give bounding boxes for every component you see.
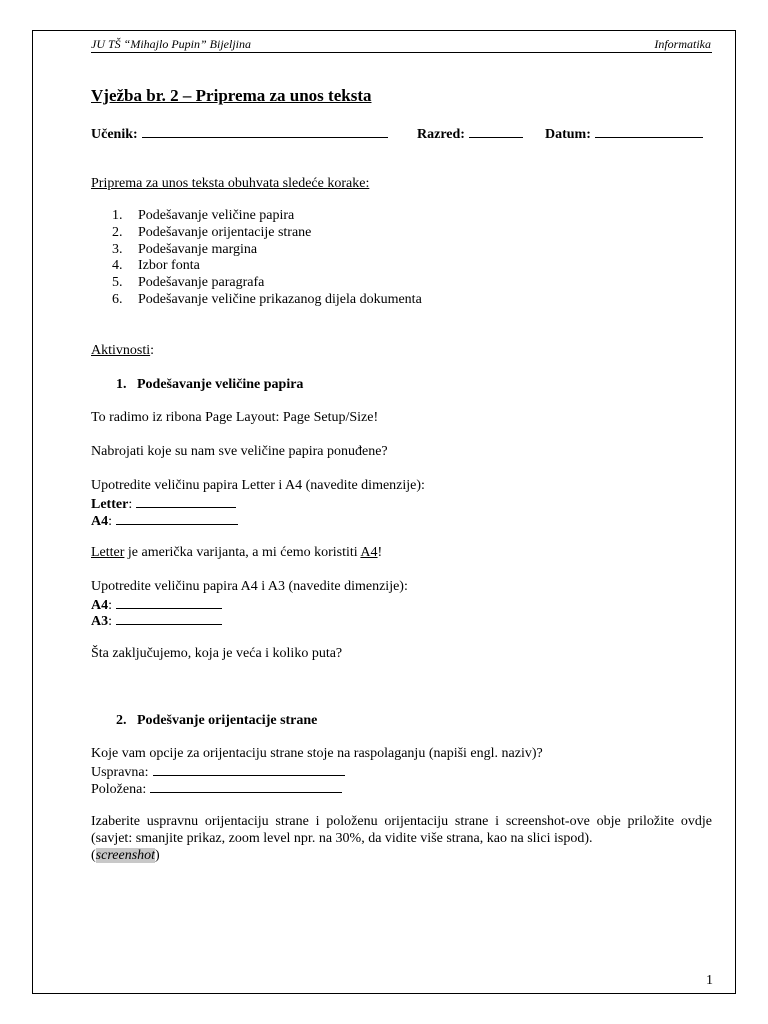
list-item: 5. Podešavanje paragrafa: [112, 275, 265, 291]
section1-text-4: Upotredite veličinu papira A4 i A3 (navedite dimenzije):: [91, 579, 408, 594]
intro-text: Priprema za unos teksta obuhvata sledeće korake:: [91, 176, 370, 191]
section2-heading: 2. Podešvanje orijentacije strane: [116, 713, 318, 728]
a3-blank[interactable]: [116, 612, 222, 625]
header-rule: [91, 52, 712, 53]
class-blank[interactable]: [469, 125, 523, 138]
screenshot-placeholder: screenshot: [95, 848, 156, 863]
section1-text-3: Upotredite veličinu papira Letter i A4 (navedite dimenzije):: [91, 478, 425, 493]
student-field[interactable]: [91, 125, 388, 143]
letter-note: Letter je američka varijanta, a mi ćemo koristiti A4!: [91, 545, 383, 560]
a4-blank-2[interactable]: [116, 596, 222, 609]
portrait-blank[interactable]: [153, 763, 345, 776]
section1-heading: 1. Podešavanje veličine papira: [116, 377, 304, 392]
date-blank[interactable]: [595, 125, 703, 138]
a4-field[interactable]: A4:: [91, 512, 238, 530]
a3-field[interactable]: A3:: [91, 612, 222, 630]
section1-text-2: Nabrojati koje su nam sve veličine papira ponuđene?: [91, 444, 388, 459]
activities-heading: Aktivnosti:: [91, 343, 155, 358]
letter-field[interactable]: Letter:: [91, 495, 236, 513]
section1-text-1: To radimo iz ribona Page Layout: Page Setup/Size!: [91, 410, 379, 425]
list-item: 4. Izbor fonta: [112, 258, 200, 274]
page-number: 1: [706, 973, 713, 988]
portrait-field[interactable]: Uspravna:: [91, 763, 345, 781]
a4-blank[interactable]: [116, 512, 238, 525]
list-item: 6. Podešavanje veličine prikazanog dijela dokumenta: [112, 291, 422, 307]
header-subject: Informatika: [654, 37, 711, 51]
section2-instructions: Izaberite uspravnu orijentaciju strane i položenu orijentaciju strane i screenshot-ove obje priložite ovdje (savjet: smanjite prikaz, zoom level npr. na 30%, da vidite više strana, kao na slici ispod). (screenshot): [91, 814, 712, 863]
section2-text-1: Koje vam opcije za orijentaciju strane stoje na raspolaganju (napiši engl. naziv)?: [91, 746, 543, 761]
a4-field-2[interactable]: A4:: [91, 596, 222, 614]
document-title: Vježba br. 2 – Priprema za unos teksta: [91, 86, 372, 105]
section1-question: Šta zaključujemo, koja je veća i koliko puta?: [91, 646, 343, 661]
student-label: Učenik:: [91, 127, 138, 142]
letter-blank[interactable]: [136, 495, 236, 508]
header-school: JU TŠ “Mihajlo Pupin” Bijeljina: [91, 37, 252, 51]
list-item: 1. Podešavanje veličine papira: [112, 208, 295, 223]
list-item: 2. Podešavanje orijentacije strane: [112, 224, 312, 240]
class-field[interactable]: [417, 125, 523, 143]
list-item: 3. Podešavanje margina: [112, 241, 258, 257]
landscape-field[interactable]: Položena:: [91, 780, 342, 798]
steps-list: [112, 208, 422, 309]
student-blank[interactable]: [142, 125, 388, 138]
landscape-blank[interactable]: [150, 780, 342, 793]
date-field[interactable]: [545, 125, 703, 143]
date-label: Datum:: [545, 127, 591, 142]
class-label: Razred:: [417, 127, 465, 142]
